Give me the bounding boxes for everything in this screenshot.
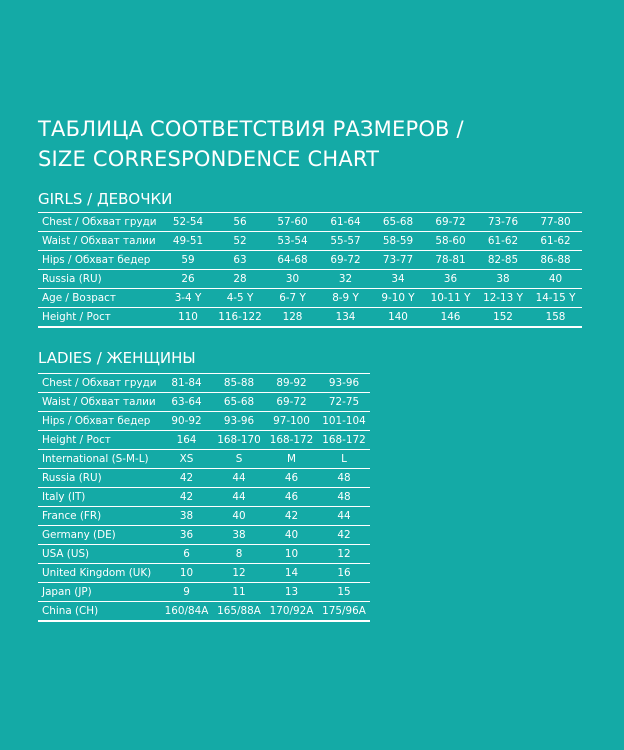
size-value-cell: 40 — [213, 507, 265, 526]
row-label: Age / Возраст — [38, 289, 162, 308]
size-value-cell: 46 — [265, 469, 318, 488]
row-label: Italy (IT) — [38, 488, 160, 507]
size-value-cell: 128 — [266, 308, 319, 328]
girls-table-row — [38, 270, 582, 289]
size-value-cell: 9-10 Y — [372, 289, 424, 308]
size-value-cell: 38 — [213, 526, 265, 545]
size-value-cell: 61-62 — [529, 232, 582, 251]
girls-table-row — [38, 251, 582, 270]
size-value-cell: 116-122 — [214, 308, 266, 328]
size-value-cell: 36 — [160, 526, 213, 545]
size-value-cell: 14 — [265, 564, 318, 583]
size-value-cell: 13 — [265, 583, 318, 602]
size-value-cell: 11 — [213, 583, 265, 602]
size-value-cell: 158 — [529, 308, 582, 328]
size-value-cell: 90-92 — [160, 412, 213, 431]
ladies-table-row — [38, 431, 370, 450]
size-value-cell: 34 — [372, 270, 424, 289]
ladies-table-row — [38, 545, 370, 564]
size-value-cell: 38 — [160, 507, 213, 526]
size-value-cell: 6-7 Y — [266, 289, 319, 308]
size-value-cell: 40 — [265, 526, 318, 545]
row-label: USA (US) — [38, 545, 160, 564]
size-value-cell: M — [265, 450, 318, 469]
size-value-cell: 8 — [213, 545, 265, 564]
size-value-cell: 152 — [477, 308, 529, 328]
girls-size-table — [38, 212, 582, 328]
size-value-cell: 58-59 — [372, 232, 424, 251]
size-value-cell: 57-60 — [266, 213, 319, 232]
size-value-cell: 56 — [214, 213, 266, 232]
size-value-cell: 30 — [266, 270, 319, 289]
size-value-cell: 10-11 Y — [424, 289, 477, 308]
ladies-table-row — [38, 526, 370, 545]
row-label: Japan (JP) — [38, 583, 160, 602]
row-label: Russia (RU) — [38, 270, 162, 289]
row-label: Germany (DE) — [38, 526, 160, 545]
size-value-cell: 86-88 — [529, 251, 582, 270]
size-value-cell: 48 — [318, 469, 370, 488]
size-value-cell: 26 — [162, 270, 214, 289]
size-value-cell: 12 — [213, 564, 265, 583]
size-value-cell: 9 — [160, 583, 213, 602]
size-value-cell: 36 — [424, 270, 477, 289]
size-value-cell: 64-68 — [266, 251, 319, 270]
size-value-cell: 164 — [160, 431, 213, 450]
size-value-cell: 65-68 — [372, 213, 424, 232]
title-line-en: SIZE CORRESPONDENCE CHART — [38, 147, 380, 171]
size-value-cell: 93-96 — [318, 374, 370, 393]
size-value-cell: 42 — [160, 469, 213, 488]
size-value-cell: 73-77 — [372, 251, 424, 270]
size-value-cell: 15 — [318, 583, 370, 602]
size-value-cell: 44 — [213, 488, 265, 507]
ladies-table-row — [38, 374, 370, 393]
ladies-table-row — [38, 507, 370, 526]
row-label: Height / Рост — [38, 431, 160, 450]
size-value-cell: 3-4 Y — [162, 289, 214, 308]
size-value-cell: L — [318, 450, 370, 469]
row-label: China (CH) — [38, 602, 160, 622]
ladies-table-row — [38, 412, 370, 431]
size-value-cell: 175/96A — [318, 602, 370, 622]
size-value-cell: 85-88 — [213, 374, 265, 393]
size-value-cell: 44 — [213, 469, 265, 488]
ladies-table-row — [38, 602, 370, 622]
girls-table-row — [38, 289, 582, 308]
ladies-table-row — [38, 583, 370, 602]
size-value-cell: 38 — [477, 270, 529, 289]
size-value-cell: 82-85 — [477, 251, 529, 270]
row-label: Height / Рост — [38, 308, 162, 328]
size-value-cell: 93-96 — [213, 412, 265, 431]
size-value-cell: 69-72 — [424, 213, 477, 232]
size-value-cell: 12 — [318, 545, 370, 564]
size-value-cell: 44 — [318, 507, 370, 526]
girls-table-row — [38, 308, 582, 328]
size-value-cell: XS — [160, 450, 213, 469]
row-label: Chest / Обхват груди — [38, 213, 162, 232]
size-value-cell: 65-68 — [213, 393, 265, 412]
size-value-cell: 165/88A — [213, 602, 265, 622]
size-value-cell: 97-100 — [265, 412, 318, 431]
row-label: Waist / Обхват талии — [38, 232, 162, 251]
size-value-cell: 63 — [214, 251, 266, 270]
size-value-cell: 73-76 — [477, 213, 529, 232]
size-value-cell: 42 — [318, 526, 370, 545]
ladies-table-row — [38, 393, 370, 412]
girls-heading: GIRLS / ДЕВОЧКИ — [38, 190, 173, 208]
size-value-cell: 146 — [424, 308, 477, 328]
ladies-table-row — [38, 469, 370, 488]
girls-table-row — [38, 213, 582, 232]
size-value-cell: 16 — [318, 564, 370, 583]
size-value-cell: 10 — [160, 564, 213, 583]
size-value-cell: 55-57 — [319, 232, 372, 251]
size-value-cell: 52 — [214, 232, 266, 251]
size-value-cell: 10 — [265, 545, 318, 564]
size-value-cell: 140 — [372, 308, 424, 328]
size-value-cell: 160/84A — [160, 602, 213, 622]
size-value-cell: 168-172 — [318, 431, 370, 450]
size-value-cell: 40 — [529, 270, 582, 289]
row-label: Russia (RU) — [38, 469, 160, 488]
size-value-cell: 168-172 — [265, 431, 318, 450]
row-label: Chest / Обхват груди — [38, 374, 160, 393]
size-value-cell: 42 — [265, 507, 318, 526]
size-value-cell: 89-92 — [265, 374, 318, 393]
row-label: Hips / Обхват бедер — [38, 251, 162, 270]
page-title — [38, 114, 464, 174]
size-value-cell: 14-15 Y — [529, 289, 582, 308]
size-value-cell: 61-64 — [319, 213, 372, 232]
size-value-cell: 52-54 — [162, 213, 214, 232]
size-value-cell: 12-13 Y — [477, 289, 529, 308]
size-value-cell: 8-9 Y — [319, 289, 372, 308]
size-value-cell: 58-60 — [424, 232, 477, 251]
girls-table-row — [38, 232, 582, 251]
row-label: United Kingdom (UK) — [38, 564, 160, 583]
size-value-cell: 53-54 — [266, 232, 319, 251]
title-line-ru: ТАБЛИЦА СООТВЕТСТВИЯ РАЗМЕРОВ / — [38, 117, 464, 141]
ladies-table-row — [38, 564, 370, 583]
size-value-cell: 63-64 — [160, 393, 213, 412]
size-value-cell: 48 — [318, 488, 370, 507]
size-value-cell: 69-72 — [319, 251, 372, 270]
size-value-cell: 32 — [319, 270, 372, 289]
size-value-cell: 78-81 — [424, 251, 477, 270]
size-value-cell: 49-51 — [162, 232, 214, 251]
ladies-size-table — [38, 373, 370, 622]
size-value-cell: 168-170 — [213, 431, 265, 450]
row-label: France (FR) — [38, 507, 160, 526]
size-value-cell: 28 — [214, 270, 266, 289]
size-value-cell: 4-5 Y — [214, 289, 266, 308]
row-label: International (S-M-L) — [38, 450, 160, 469]
size-value-cell: 6 — [160, 545, 213, 564]
ladies-heading: LADIES / ЖЕНЩИНЫ — [38, 349, 196, 367]
size-value-cell: 59 — [162, 251, 214, 270]
ladies-table-row — [38, 488, 370, 507]
size-value-cell: 110 — [162, 308, 214, 328]
size-value-cell: 170/92A — [265, 602, 318, 622]
size-value-cell: 61-62 — [477, 232, 529, 251]
size-value-cell: S — [213, 450, 265, 469]
size-value-cell: 101-104 — [318, 412, 370, 431]
row-label: Hips / Обхват бедер — [38, 412, 160, 431]
size-value-cell: 46 — [265, 488, 318, 507]
size-value-cell: 134 — [319, 308, 372, 328]
size-value-cell: 42 — [160, 488, 213, 507]
size-value-cell: 69-72 — [265, 393, 318, 412]
size-value-cell: 72-75 — [318, 393, 370, 412]
size-value-cell: 81-84 — [160, 374, 213, 393]
ladies-table-row — [38, 450, 370, 469]
row-label: Waist / Обхват талии — [38, 393, 160, 412]
size-value-cell: 77-80 — [529, 213, 582, 232]
